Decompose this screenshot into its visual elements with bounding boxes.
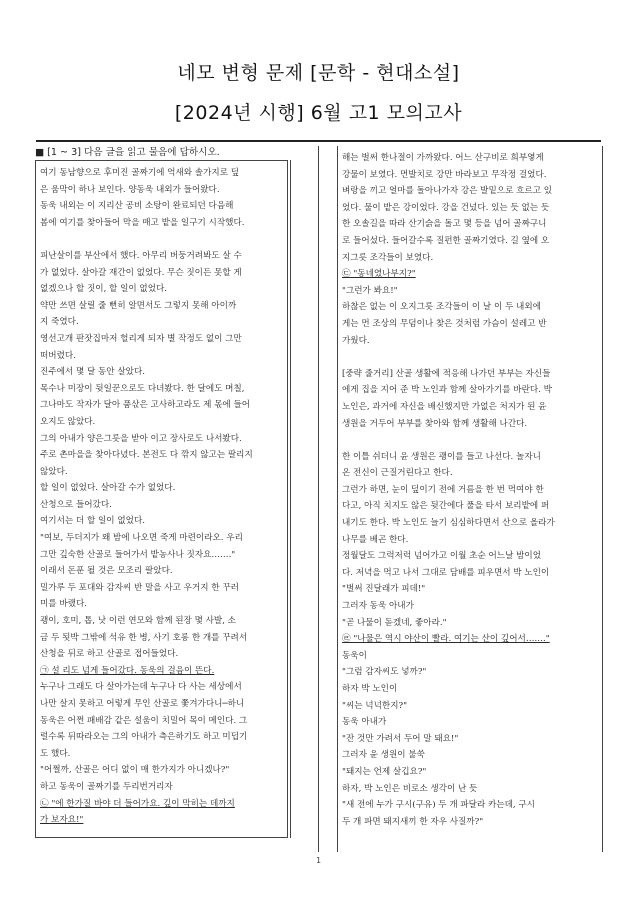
passage-line: 다고, 아직 치지도 않은 뒷간에다 풀을 타서 보리밭에 퍼 xyxy=(342,501,550,512)
passage-line: "잔 것만 가려서 두어 말 돼요!" xyxy=(342,733,459,744)
passage-line: 괭이, 호미, 톱, 낫 이런 연모와 함께 된장 몇 사발, 소 xyxy=(40,616,236,627)
header-rule xyxy=(36,140,601,142)
column-rule-right-outer xyxy=(602,146,603,852)
passage-line: 않았다. xyxy=(40,466,68,477)
passage-line: 하자, 박 노인은 비로소 생각이 난 듯 xyxy=(342,783,478,794)
passage-line: 은 움막이 하나 보인다. 양동욱 내외가 들어왔다. xyxy=(40,184,220,195)
passage-line: 그런가 하면, 눈이 덮이기 전에 거름을 한 번 먹여야 한 xyxy=(342,484,544,495)
passage-line: 다. 저녁을 먹고 나서 그대로 담배를 피우면서 박 노인이 xyxy=(342,567,550,578)
passage-line: "그런가 봐요!" xyxy=(342,285,398,296)
passage-line: "그럼 감자씨도 넣까?" xyxy=(342,667,427,678)
passage-line: "새 전에 누가 구시(구유) 두 개 파달라 카는데, 구시 xyxy=(342,800,535,811)
passage-line: "어쩔까, 산골은 어디 없이 매 한가지가 아니겠나?" xyxy=(40,765,230,776)
passage-line: 그러자 동욱 아내가 xyxy=(342,601,414,612)
passage-line: 산청으로 들어갔다. xyxy=(40,499,112,510)
passage-line: 밀가루 두 포대와 감자씨 반 말을 사고 우거지 한 꾸러 xyxy=(40,582,239,593)
passage-line: 없겠으나 할 짓이, 할 일이 없었다. xyxy=(40,284,168,295)
passage-line: 동욱 내외는 이 지리산 공비 소탕이 완료되던 다음해 xyxy=(40,201,234,212)
passage-line: [중략 줄거리] 산골 생활에 적응해 나가던 부부는 자신들 xyxy=(342,368,551,379)
passage-line: 누구나 그래도 다 살아가는데 누구나 다 사는 세상에서 xyxy=(40,682,242,693)
instructions: ■ [1 ~ 3] 다음 글을 읽고 물음에 답하시오. xyxy=(35,147,220,158)
passage-line: 온 전신이 근질거린다고 한다. xyxy=(342,468,453,479)
passage-line: 목수나 미장이 뒷일꾼으로도 다녀봤다. 한 달에도 며칠, xyxy=(40,383,245,394)
passage-line: 벼랑을 끼고 얼마를 돌아나가자 강은 발밑으로 흐르고 있 xyxy=(342,186,553,197)
passage-line: ㉣ "나물은 역시 야산이 빨라. 여기는 산이 깊어서……." xyxy=(342,634,550,645)
passage-line: 지 죽였다. xyxy=(40,317,79,328)
passage-line: 그러자 윤 생원이 불쑥 xyxy=(342,750,425,761)
column-divider xyxy=(318,146,319,852)
passage-line: ㉡ "에 한가질 바야 더 들어가요. 깊이 막히는 데까지 xyxy=(40,798,235,809)
column-rule-left xyxy=(290,160,291,838)
passage-line: 에게 집을 지어 준 박 노인과 함께 살아가기를 바란다. 박 xyxy=(342,385,552,396)
passage-line: 내기도 한다. 박 노인도 늘기 심심하다면서 산으로 올라가 xyxy=(342,518,555,529)
passage-line: 봄에 여기를 찾아들어 막을 매고 밭을 일구기 시작했다. xyxy=(40,217,245,228)
passage-line xyxy=(40,231,284,248)
passage-line: 할 일이 없었다. 살아갈 수가 없었다. xyxy=(40,483,176,494)
passage-line: 나만 살지 못하고 어렇게 무인 산골로 쫓겨가다니─하니 xyxy=(40,699,245,709)
passage-line: ㉢ "동네였나부지?" xyxy=(342,269,416,280)
column-rule-right-inner xyxy=(337,146,338,852)
passage-line: 로 들어섰다. 들어갈수록 질펀한 골짜기였다. 길 옆에 오 xyxy=(342,235,550,246)
passage-line: 하찮은 없는 이 오지그릇 조각들이 이 날 이 두 내외에 xyxy=(342,302,541,313)
passage-line: "곧 나물이 돋겠네, 좋아라." xyxy=(342,617,447,628)
passage-line: 동욱 아내가 xyxy=(342,717,387,728)
passage-line xyxy=(342,349,598,366)
passage-line: 여기서는 더 할 일이 없었다. xyxy=(40,516,145,527)
passage-line: 한 오솔길을 따라 산기슭을 돌고 몇 등을 넘어 골짜구니 xyxy=(342,219,547,230)
passage-line: 약만 쓰면 살릴 줄 뻔히 알면서도 그렇지 못해 아이까 xyxy=(40,300,237,311)
passage-line: 노인은, 과거에 자신을 배신했지만 가없은 처지가 된 윤 xyxy=(342,401,547,412)
passage-line: 여기 동남향으로 후미진 골짜기에 억새와 솔가지로 덮 xyxy=(40,168,240,178)
passage-line: 가 보자요!" xyxy=(40,815,84,826)
page-number: 1 xyxy=(315,856,322,865)
passage-line: 하자 박 노인이 xyxy=(342,684,398,694)
passage-line: 떠버렸다. xyxy=(40,350,76,361)
passage-line: 가 없었다. 살아갈 재간이 없었다. 무슨 짓이든 못할 게 xyxy=(40,267,242,278)
passage-line: 하고 동욱이 골짜기를 두리번거리자 xyxy=(40,781,173,792)
passage-right-column xyxy=(342,150,598,830)
passage-line: "벌써 진달래가 피데!" xyxy=(342,584,426,595)
passage-line: 두 개 파면 돼지새끼 한 자우 사질까?" xyxy=(342,816,484,827)
passage-line: 그만 깊숙한 산골로 들어가서 밭농사나 짓자요……." xyxy=(40,549,236,560)
passage-line: 그의 아내가 양은그릇을 받아 이고 장사로도 나서봤다. xyxy=(40,433,242,444)
passage-line: 한 이틀 쉬더니 윤 생원은 괭이를 들고 나선다. 놀자니 xyxy=(342,451,541,462)
passage-line: 그나마도 작자가 달아 품삯은 고사하고라도 제 몫에 들어 xyxy=(40,400,251,411)
passage-line: 주로 촌마을을 찾아다녔다. 본전도 다 깎지 않고는 팔리지 xyxy=(40,450,253,461)
passage-line: 나무를 베곤 한다. xyxy=(342,534,409,545)
passage-line: 럴수록 뒤따라오는 그의 아내가 측은하기도 하고 미덥기 xyxy=(40,732,248,743)
passage-line: 동욱이 xyxy=(342,650,367,661)
passage-line: 오지도 않았다. xyxy=(40,416,96,427)
passage-line: 지그릇 조각들이 보였다. xyxy=(342,252,434,263)
passage-line: ㉠ 설 리도 넘게 들어갔다. 동욱의 걸음이 뜬다. xyxy=(40,665,215,676)
passage-line: "씨는 넉넉한지?" xyxy=(342,700,408,711)
passage-line: 었다. 물이 밭은 강이었다. 강을 건넜다. 있는 듯 없는 듯 xyxy=(342,202,550,213)
passage-line: 해는 벌써 한나절이 가까왔다. 어느 산구비로 희부옇게 xyxy=(342,153,544,163)
passage-line: 가웠다. xyxy=(342,335,370,346)
passage-line: 진주에서 몇 달 동안 살았다. xyxy=(40,367,145,378)
passage-line: 생원을 거두어 부부를 찾아와 함께 생활해 나간다. xyxy=(342,418,528,429)
passage-line: "돼지는 언제 살깁요?" xyxy=(342,766,427,777)
page-subtitle: [2024년 시행] 6월 고1 모의고사 xyxy=(174,102,463,124)
passage-line: "여보, 두더지가 왜 밤에 나오면 죽게 마련이라오. 우리 xyxy=(40,533,243,544)
passage-line: 영선고개 판잣집마저 헐리게 되자 별 작정도 없이 그만 xyxy=(40,333,242,344)
passage-line: 도 했다. xyxy=(40,748,71,759)
page-title: 네모 변형 문제 [문학 - 현대소설] xyxy=(177,62,460,84)
passage-line: 게는 먼 조상의 무덤이나 찾은 것처럼 가슴이 설레고 반 xyxy=(342,318,547,329)
passage-line: 강물이 보였다. 먼발치로 강만 바라보고 무작정 걸었다. xyxy=(342,169,547,180)
passage-left-column xyxy=(40,165,284,829)
passage-line: 동욱은 어쩐 패배감 같은 설움이 치밀어 목이 메인다. 그 xyxy=(40,715,248,726)
passage-line: 미를 바랬다. xyxy=(40,599,87,610)
passage-line: 정월달도 그럭저럭 넘어가고 이월 초순 어느날 밤이었 xyxy=(342,551,542,562)
passage-line xyxy=(342,432,598,449)
passage-line: 금 두 됫박 그밖에 석유 한 병, 사기 호롱 한 개를 꾸려서 xyxy=(40,632,248,643)
passage-line: 이래서 돈푼 될 것은 모조리 팔았다. xyxy=(40,566,173,577)
passage-line: 산청을 뒤로 하고 산골로 접어들었다. xyxy=(40,649,179,660)
passage-line: 피난살이를 부산에서 했다. 아무리 버둥거려봐도 살 수 xyxy=(40,250,242,261)
